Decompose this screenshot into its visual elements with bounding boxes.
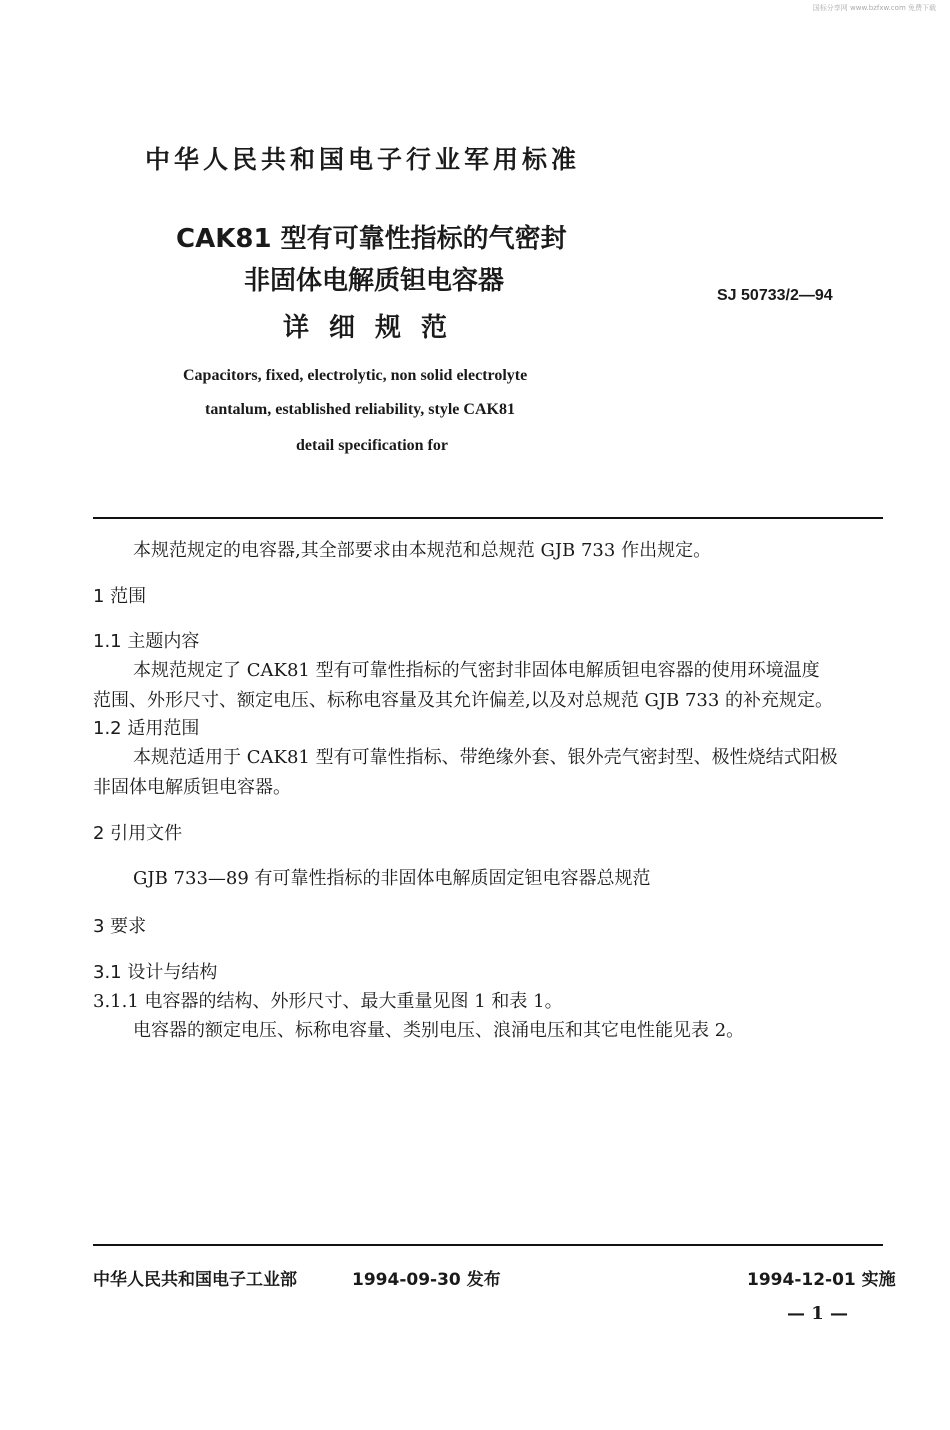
english-title-line-2: tantalum, established reliability, style CAK81 <box>205 401 515 418</box>
header-divider <box>93 517 883 519</box>
issuer: 中华人民共和国电子工业部 <box>93 1270 297 1290</box>
issue-date: 1994-09-30 发布 <box>352 1270 501 1290</box>
section-1-2-heading: 1.2 适用范围 <box>93 718 200 739</box>
title-line-1: CAK81 型有可靠性指标的气密封 <box>176 224 567 254</box>
section-1-1-heading: 1.1 主题内容 <box>93 631 200 652</box>
english-title-line-3: detail specification for <box>296 437 448 454</box>
section-2-reference: GJB 733—89 有可靠性指标的非固体电解质固定钽电容器总规范 <box>133 868 651 889</box>
watermark-text: 国标分享网 www.bzfxw.com 免费下载 <box>812 4 936 12</box>
section-3-1-1-continuation: 电容器的额定电压、标称电容量、类别电压、浪涌电压和其它电性能见表 2。 <box>133 1020 745 1041</box>
standard-code: SJ 50733/2—94 <box>717 287 833 304</box>
effective-date: 1994-12-01 实施 <box>747 1270 896 1290</box>
section-3-1-1-text: 3.1.1 电容器的结构、外形尺寸、最大重量见图 1 和表 1。 <box>93 991 563 1012</box>
section-1-2-text-line-2: 非固体电解质钽电容器。 <box>93 777 291 798</box>
section-1-2-text-line-1: 本规范适用于 CAK81 型有可靠性指标、带绝缘外套、银外壳气密封型、极性烧结式阳极 <box>133 747 838 768</box>
section-3-heading: 3 要求 <box>93 916 147 937</box>
english-title-line-1: Capacitors, fixed, electrolytic, non solid electrolyte <box>183 367 528 384</box>
standard-category: 中华人民共和国电子行业军用标准 <box>145 145 581 174</box>
section-1-heading: 1 范围 <box>93 586 147 607</box>
footer-divider <box>93 1244 883 1246</box>
section-1-1-text-line-2: 范围、外形尺寸、额定电压、标称电容量及其允许偏差,以及对总规范 GJB 733 的补充规定。 <box>93 690 834 711</box>
title-line-2: 非固体电解质钽电容器 <box>244 266 505 296</box>
page-number: — 1 — <box>787 1303 849 1324</box>
section-3-1-heading: 3.1 设计与结构 <box>93 962 218 983</box>
section-1-1-text-line-1: 本规范规定了 CAK81 型有可靠性指标的气密封非固体电解质钽电容器的使用环境温度 <box>133 660 820 681</box>
section-2-heading: 2 引用文件 <box>93 823 183 844</box>
title-line-3: 详细规范 <box>283 313 468 343</box>
intro-paragraph: 本规范规定的电容器,其全部要求由本规范和总规范 GJB 733 作出规定。 <box>133 540 712 561</box>
